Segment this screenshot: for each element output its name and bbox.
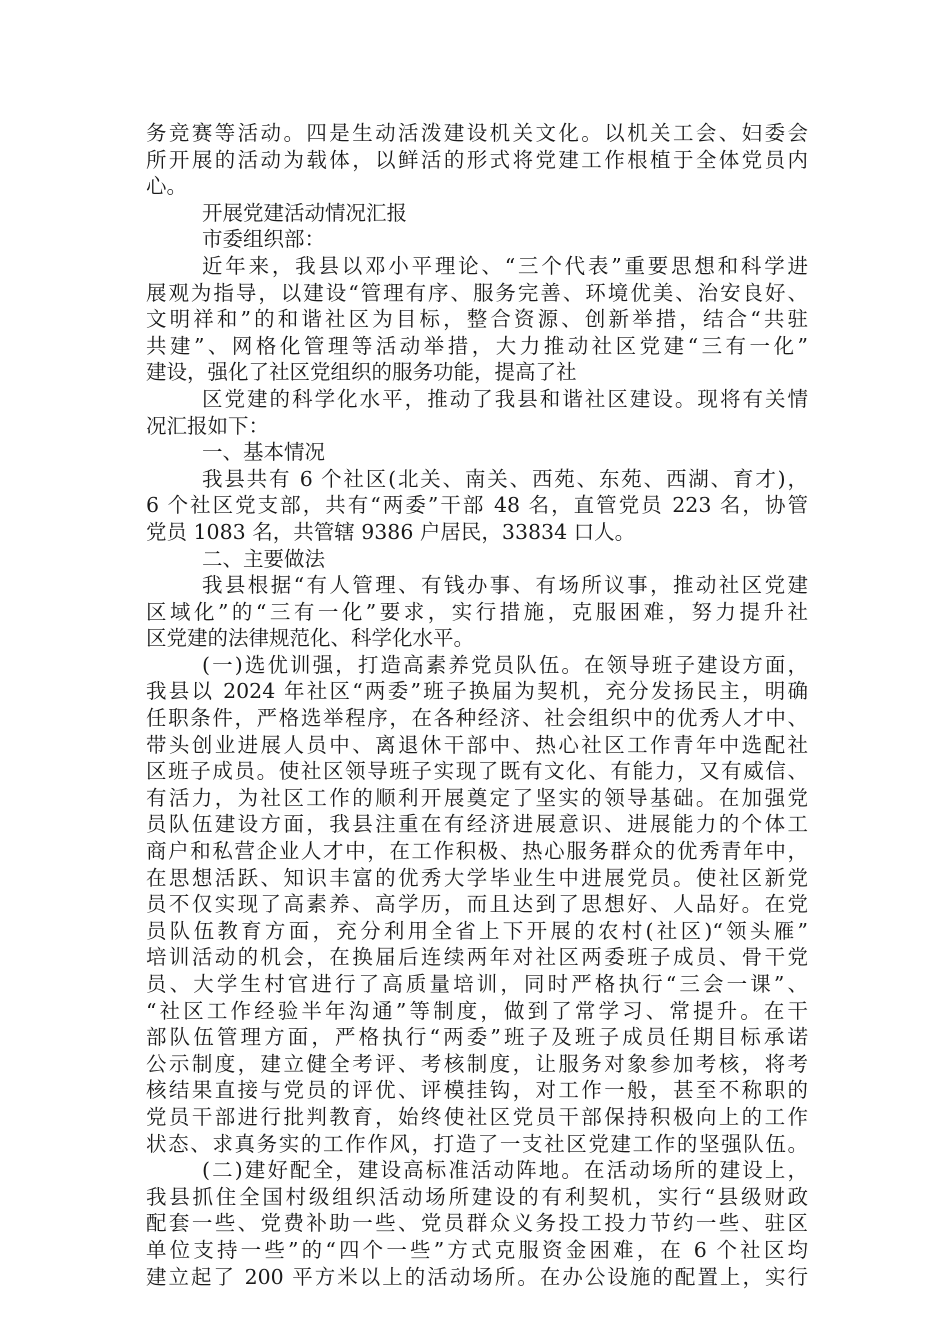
text-line: 党员干部进行批判教育，始终使社区党员干部保持积极向上的工作 xyxy=(146,1104,808,1129)
text-line: 员、大学生村官进行了高质量培训，同时严格执行“三会一课”、 xyxy=(146,972,808,996)
text-line: 党员 1083 名，共管辖 9386 户居民，33834 口人。 xyxy=(146,519,636,544)
text-line: 共建”、网格化管理等活动举措，大力推动社区党建“三有一化” xyxy=(146,333,808,358)
text-line: 我县根据“有人管理、有钱办事、有场所议事，推动社区党建 xyxy=(202,573,808,598)
text-line: 建设，强化了社区党组织的服务功能，提高了社 xyxy=(146,360,577,385)
text-line: 公示制度，建立健全考评、考核制度，让服务对象参加考核，将考 xyxy=(146,1051,808,1076)
text-line: 建立起了 200 平方米以上的活动场所。在办公设施的配置上，实行 xyxy=(146,1264,808,1289)
document-body xyxy=(146,120,808,1290)
text-line: 市委组织部： xyxy=(202,227,325,252)
text-line: 区域化”的“三有一化”要求，实行措施，克服困难，努力提升社 xyxy=(146,599,808,624)
text-line: 6 个社区党支部，共有“两委”干部 48 名，直管党员 223 名，协管 xyxy=(146,493,808,518)
text-line: 近年来，我县以邓小平理论、“三个代表”重要思想和科学进 xyxy=(202,253,808,278)
text-line: 员队伍教育方面，充分利用全省上下开展的农村(社区)“领头雁” xyxy=(146,918,808,943)
text-line: 二、主要做法 xyxy=(202,546,325,571)
text-line: 商户和私营企业人才中，在工作积极、热心服务群众的优秀青年中， xyxy=(146,839,808,864)
text-line: 单位支持一些”的“四个一些”方式克服资金困难，在 6 个社区均 xyxy=(146,1237,808,1262)
text-line: 心。 xyxy=(146,174,187,199)
text-line: 开展党建活动情况汇报 xyxy=(202,200,407,225)
text-line: 培训活动的机会，在换届后连续两年对社区两委班子成员、骨干党 xyxy=(146,945,808,970)
text-line: 区党建的科学化水平，推动了我县和谐社区建设。现将有关情 xyxy=(202,386,808,411)
text-line: 员不仅实现了高素养、高学历，而且达到了思想好、人品好。在党 xyxy=(146,892,808,917)
text-line: 我县共有 6 个社区(北关、南关、西苑、东苑、西湖、育才)， xyxy=(202,466,808,491)
text-line: 核结果直接与党员的评优、评模挂钩，对工作一般，甚至不称职的 xyxy=(146,1078,808,1103)
text-line: “社区工作经验半年沟通”等制度，做到了常学习、常提升。在干 xyxy=(146,998,808,1023)
text-line: 有活力，为社区工作的顺利开展奠定了坚实的领导基础。在加强党 xyxy=(146,785,808,810)
text-line: 我县抓住全国村级组织活动场所建设的有利契机，实行“县级财政 xyxy=(146,1184,808,1209)
text-line: 区党建的法律规范化、科学化水平。 xyxy=(146,626,474,651)
text-line: 务竞赛等活动。四是生动活泼建设机关文化。以机关工会、妇委会 xyxy=(146,121,808,145)
text-line: 状态、求真务实的工作作风，打造了一支社区党建工作的坚强队伍。 xyxy=(146,1131,808,1156)
text-line: 文明祥和”的和谐社区为目标，整合资源、创新举措，结合“共驻 xyxy=(146,307,808,332)
text-line: (二)建好配全，建设高标准活动阵地。在活动场所的建设上， xyxy=(202,1158,808,1183)
text-line: 所开展的活动为载体，以鲜活的形式将党建工作根植于全体党员内 xyxy=(146,147,808,172)
text-line: 我县以 2024 年社区“两委”班子换届为契机，充分发扬民主，明确 xyxy=(146,679,808,704)
text-line: 部队伍管理方面，严格执行“两委”班子及班子成员任期目标承诺 xyxy=(146,1025,808,1050)
text-line: 一、基本情况 xyxy=(202,440,325,465)
text-line: (一)选优训强，打造高素养党员队伍。在领导班子建设方面， xyxy=(202,652,808,677)
text-line: 展观为指导，以建设“管理有序、服务完善、环境优美、治安良好、 xyxy=(146,280,808,305)
text-line: 任职条件，严格选举程序，在各种经济、社会组织中的优秀人才中、 xyxy=(146,706,808,731)
text-line: 员队伍建设方面，我县注重在有经济进展意识、进展能力的个体工 xyxy=(146,812,808,837)
text-line: 在思想活跃、知识丰富的优秀大学毕业生中进展党员。使社区新党 xyxy=(146,865,808,890)
text-line: 配套一些、党费补助一些、党员群众义务投工投力节约一些、驻区 xyxy=(146,1211,808,1236)
text-line: 况汇报如下： xyxy=(146,413,269,438)
text-line: 区班子成员。使社区领导班子实现了既有文化、有能力，又有威信、 xyxy=(146,759,808,784)
text-line: 带头创业进展人员中、离退休干部中、热心社区工作青年中选配社 xyxy=(146,732,808,757)
